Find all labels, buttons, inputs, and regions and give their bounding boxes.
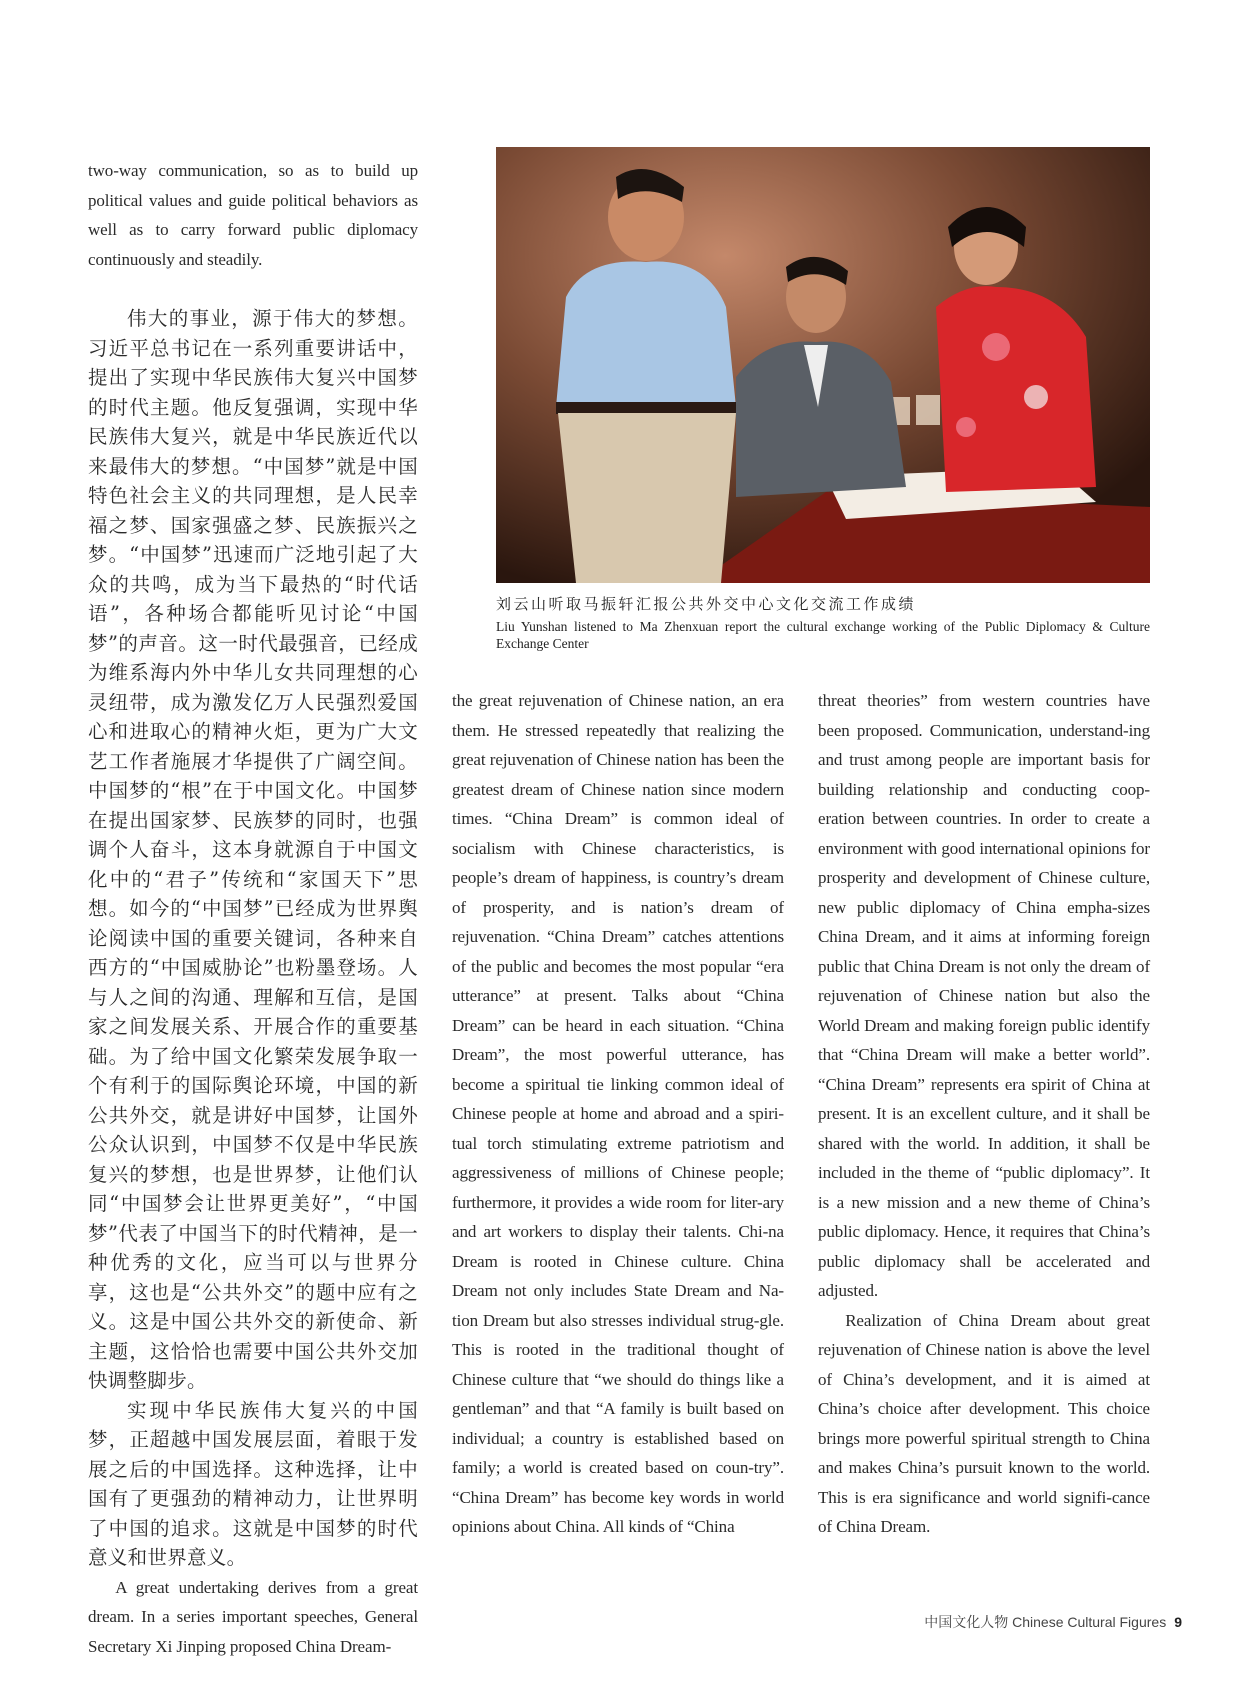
publication-name: 中国文化人物 Chinese Cultural Figures [924, 1614, 1167, 1630]
right-en-paragraph-1: threat theories” from western countries have been proposed. Communication, understand-ing and trust among people are important basis for building relationship and conducting coop-eration between countries. In order to create a environment with good international opinions for prosperity and development of Chinese culture, new public diplomacy of China empha-sizes China Dream, and it aims at informing foreign public that China Dream is not only the dream of rejuvenation of Chinese nation but also the World Dream and making foreign public identify that “China Dream will make a better world”. “China Dream” represents era spirit of China at present. It is an excellent culture, and it shall be shared with the world. In addition, it shall be included in the theme of “public diplomacy”. It is a new mission and a new theme of China’s public diplomacy. Hence, it requires that China’s public diplomacy shall be accelerated and adjusted. [818, 691, 1150, 1300]
left-en-paragraph: A great undertaking derives from a great dream. In a series important speeches, General Secretary Xi Jinping proposed China Dream- [88, 1577, 418, 1656]
caption-english: Liu Yunshan listened to Ma Zhenxuan report the cultural exchange working of the Public Diplomacy & Culture Exchange Center [496, 619, 1150, 651]
left-en-intro: two-way communication, so as to build up political values and guide political behaviors as well as to carry forward public diplomacy continuously and steadily. [88, 161, 418, 269]
left-column [88, 156, 418, 1661]
middle-column [452, 686, 784, 1542]
page-footer [924, 1612, 1182, 1632]
caption-chinese: 刘云山听取马振轩汇报公共外交中心文化交流工作成绩 [496, 595, 917, 613]
article-photo [496, 147, 1150, 583]
right-en-paragraph-2: Realization of China Dream about great rejuvenation of Chinese nation is above the level of China’s development, and it is aimed at China’s choice after development. This choice brings more powerful spiritual strength to China and makes China’s pursuit known to the world. This is era significance and world signifi-cance of China Dream. [818, 1310, 1150, 1536]
left-zh-paragraph-2: 实现中华民族伟大复兴的中国梦，正超越中国发展层面，着眼于发展之后的中国选择。这种选择，让中国有了更强劲的精神动力，让世界明了中国的追求。这就是中国梦的时代意义和世界意义。 [88, 1398, 418, 1569]
left-zh-paragraph-1: 伟大的事业，源于伟大的梦想。习近平总书记在一系列重要讲话中，提出了实现中华民族伟大复兴中国梦的时代主题。他反复强调，实现中华民族伟大复兴，就是中华民族近代以来最伟大的梦想。“中国梦”就是中国特色社会主义的共同理想，是人民幸福之梦、国家强盛之梦、民族振兴之梦。“中国梦”迅速而广泛地引起了大众的共鸣，成为当下最热的“时代话语”，各种场合都能听见讨论“中国梦”的声音。这一时代最强音，已经成为维系海内外中华儿女共同理想的心灵纽带，成为激发亿万人民强烈爱国心和进取心的精神火炬，更为广大文艺工作者施展才华提供了广阔空间。中国梦的“根”在于中国文化。中国梦在提出国家梦、民族梦的同时，也强调个人奋斗，这本身就源自于中国文化中的“君子”传统和“家国天下”思想。如今的“中国梦”已经成为世界舆论阅读中国的重要关键词，各种来自西方的“中国威胁论”也粉墨登场。人与人之间的沟通、理解和互信，是国家之间发展关系、开展合作的重要基础。为了给中国文化繁荣发展争取一个有利于的国际舆论环境，中国的新公共外交，就是讲好中国梦，让国外公众认识到，中国梦不仅是中华民族复兴的梦想，也是世界梦，让他们认同“中国梦会让世界更美好”，“中国梦”代表了中国当下的时代精神，是一种优秀的文化，应当可以与世界分享，这也是“公共外交”的题中应有之义。这是中国公共外交的新使命、新主题，这恰恰也需要中国公共外交加快调整脚步。 [88, 307, 418, 1392]
photo-caption [496, 593, 1150, 652]
middle-en-text: the great rejuvenation of Chinese nation, an era them. He stressed repeatedly that realizing the great rejuvenation of Chinese nation has been the greatest dream of Chinese nation since modern times. “China Dream” is common ideal of socialism with Chinese characteristics, is people’s dream of happiness, is country’s dream of prosperity, and is nation’s dream of rejuvenation. “China Dream” catches attentions of the public and becomes the most popular “era utterance” at present. Talks about “China Dream” can be heard in each situation. “China Dream”, the most powerful utterance, has become a spiritual tie linking common ideal of Chinese people at home and abroad and a spiri-tual torch stimulating extreme patriotism and aggressiveness of millions of Chinese people; furthermore, it provides a wide room for liter-ary and art workers to display their talents. Chi-na Dream is rooted in Chinese culture. China Dream not only includes State Dream and Na-tion Dream but also stresses individual strug-gle. This is rooted in the traditional thought of Chinese culture that “we should do things like a gentleman” and that “A family is built based on individual; a country is established based on family; a world is created based on coun-try”. “China Dream” has become key words in world opinions about China. All kinds of “China [452, 691, 784, 1536]
page-number: 9 [1174, 1614, 1182, 1630]
right-column [818, 686, 1150, 1542]
photo-illustration [496, 147, 1150, 583]
